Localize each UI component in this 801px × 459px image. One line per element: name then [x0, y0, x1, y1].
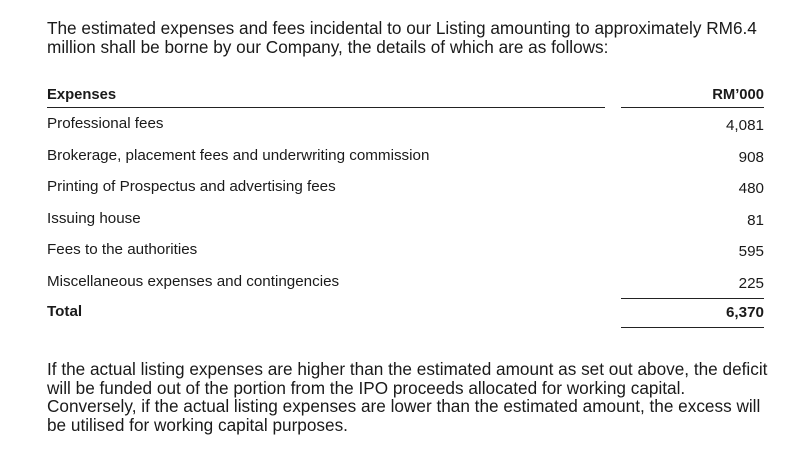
total-amount: 6,370: [725, 304, 764, 321]
row-label: Fees to the authorities: [47, 241, 198, 258]
table-row: [47, 235, 764, 267]
row-label: Brokerage, placement fees and underwriting commission: [47, 146, 430, 164]
table-header-row: [47, 86, 764, 109]
table-total-row: [47, 298, 764, 328]
column-header-amount: RM’000: [712, 87, 764, 103]
header-underline-expenses: [47, 107, 605, 108]
row-amount: 225: [738, 274, 764, 292]
row-label: Professional fees: [47, 115, 164, 132]
row-label: Printing of Prospectus and advertising fees: [47, 178, 336, 195]
row-amount: 908: [738, 148, 764, 166]
column-header-expenses: Expenses: [47, 87, 117, 103]
outro-paragraph: If the actual listing expenses are higher than the estimated amount as set out above, the deficit will be funded out of the portion from the IPO proceeds allocated for working capital. Conversely, if the actual listing expenses are lower than the estimated amount, the excess will be utilised for working capital purposes.: [47, 359, 768, 435]
row-amount: 595: [738, 243, 764, 260]
row-amount: 81: [747, 211, 764, 229]
row-amount: 4,081: [725, 117, 764, 134]
table-row: [47, 267, 764, 299]
header-underline-amount: [621, 107, 764, 108]
listing-expenses-table: [47, 86, 764, 328]
intro-paragraph: The estimated expenses and fees incidental to our Listing amounting to approximately RM6.4 million shall be borne by our Company, the details of which are as follows:: [47, 18, 757, 57]
total-label: Total: [47, 303, 83, 320]
table-row: [47, 141, 764, 173]
row-label: Miscellaneous expenses and contingencies: [47, 272, 340, 290]
row-label: Issuing house: [47, 209, 141, 227]
total-top-rule: [621, 298, 764, 299]
total-bottom-rule: [621, 327, 764, 328]
row-amount: 480: [738, 180, 764, 197]
table-row: [47, 172, 764, 204]
table-row: [47, 204, 764, 236]
table-row: [47, 109, 764, 141]
